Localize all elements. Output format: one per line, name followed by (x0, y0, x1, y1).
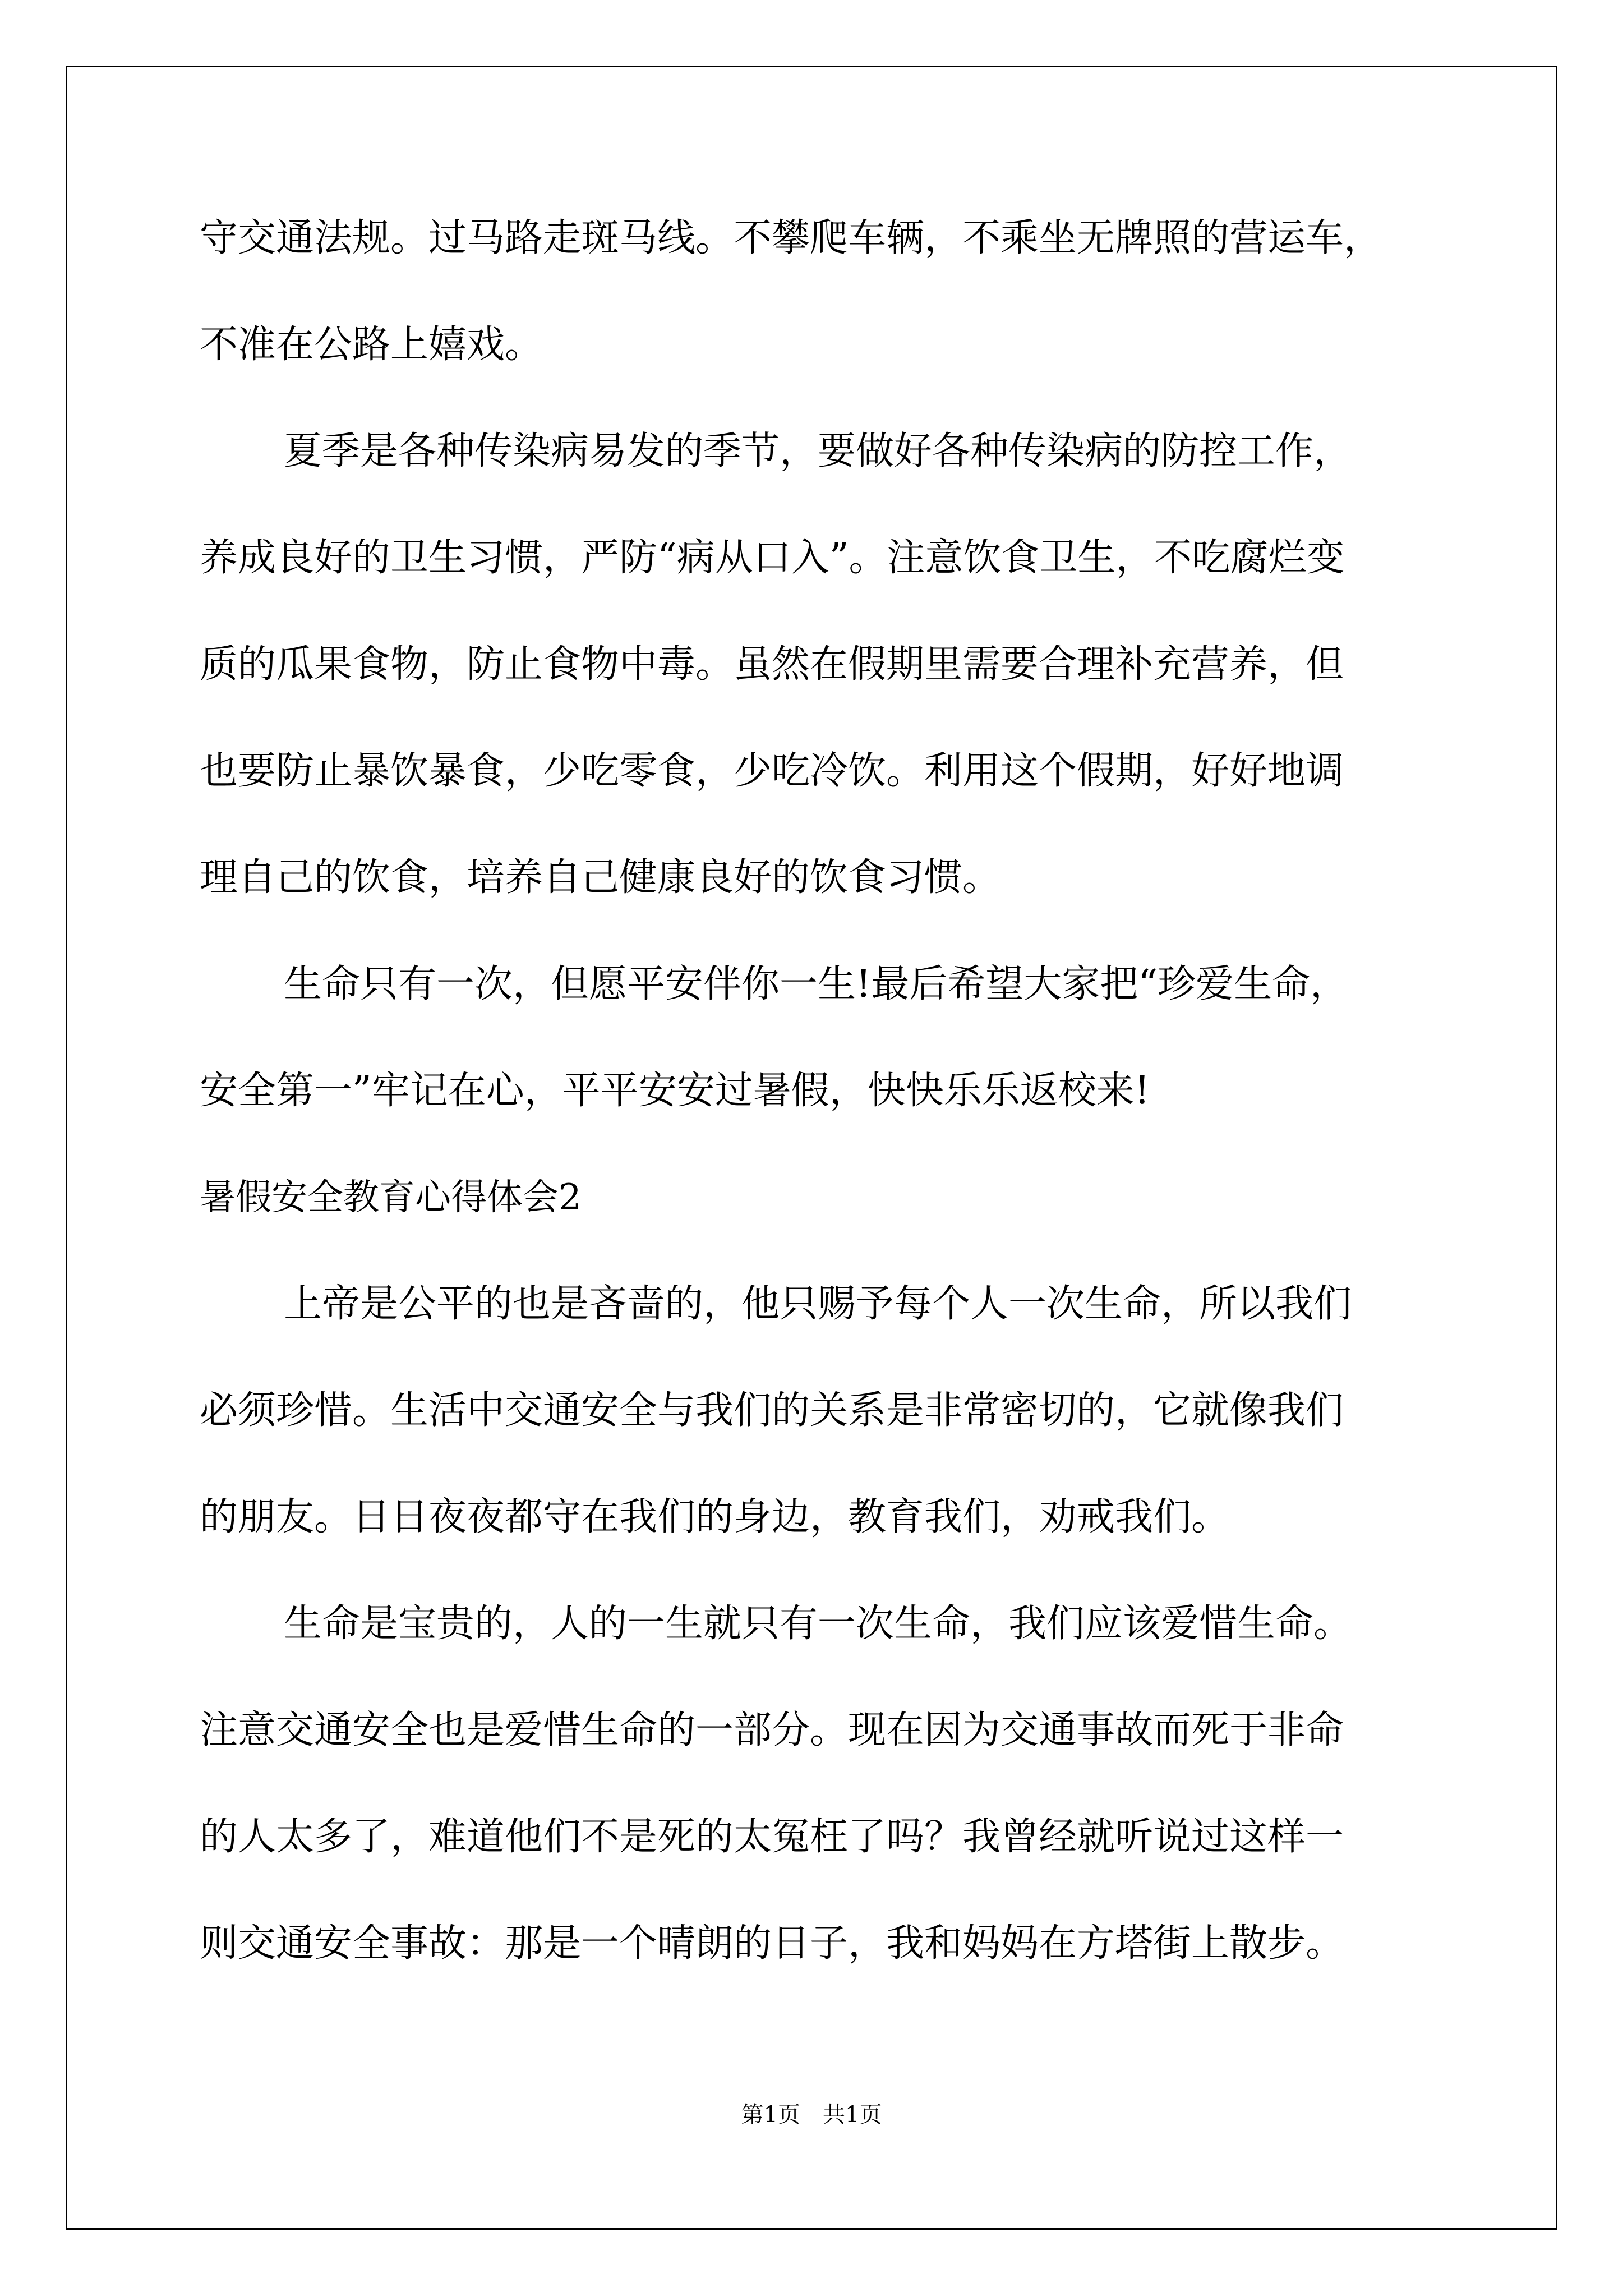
paragraph (200, 1571, 1456, 1997)
page-number: 第1页 (741, 2102, 800, 2128)
paragraph (200, 1251, 1456, 1571)
text-line: 守交通法规。过马路走斑马线。不攀爬车辆，不乘坐无牌照的营运车， (200, 216, 1382, 260)
text-line: 质的瓜果食物，防止食物中毒。虽然在假期里需要合理补充营养，但 (200, 642, 1344, 687)
text-line: 生命只有一次，但愿平安伴你一生!最后希望大家把“珍爱生命， (284, 962, 1349, 1006)
text-line: 则交通安全事故：那是一个晴朗的日子，我和妈妈在方塔街上散步。 (200, 1921, 1344, 1966)
text-line: 上帝是公平的也是吝啬的，他只赐予每个人一次生命，所以我们 (284, 1282, 1352, 1326)
text-line: 夏季是各种传染病易发的季节，要做好各种传染病的防控工作， (284, 429, 1352, 473)
text-line: 理自己的饮食，培养自己健康良好的饮食习惯。 (200, 855, 1001, 900)
paragraph (200, 931, 1456, 1144)
text-line: 必须珍惜。生活中交通安全与我们的关系是非常密切的，它就像我们 (200, 1388, 1344, 1433)
text-line: 注意交通安全也是爱惜生命的一部分。现在因为交通事故而死于非命 (200, 1708, 1344, 1752)
text-line: 生命是宝贵的，人的一生就只有一次生命，我们应该爱惜生命。 (284, 1602, 1352, 1646)
text-line: 养成良好的卫生习惯，严防“病从口入”。注意饮食卫生，不吃腐烂变 (200, 536, 1345, 580)
page-footer (0, 2097, 1623, 2129)
text-line: 的人太多了，难道他们不是死的太冤枉了吗？我曾经就听说过这样一 (200, 1815, 1344, 1859)
text-line: 安全第一”牢记在心，平平安安过暑假，快快乐乐返校来! (200, 1069, 1150, 1113)
text-line: 也要防止暴饮暴食，少吃零食，少吃冷饮。利用这个假期，好好地调 (200, 749, 1344, 793)
paragraph (200, 185, 1456, 398)
text-line: 不准在公路上嬉戏。 (200, 323, 543, 367)
section-heading: 暑假安全教育心得体会2 (200, 1177, 582, 1218)
page-total: 共1页 (823, 2102, 882, 2128)
document-body (200, 185, 1456, 1997)
paragraph (200, 398, 1456, 931)
text-line: 的朋友。日日夜夜都守在我们的身边，教育我们，劝戒我们。 (200, 1495, 1230, 1539)
